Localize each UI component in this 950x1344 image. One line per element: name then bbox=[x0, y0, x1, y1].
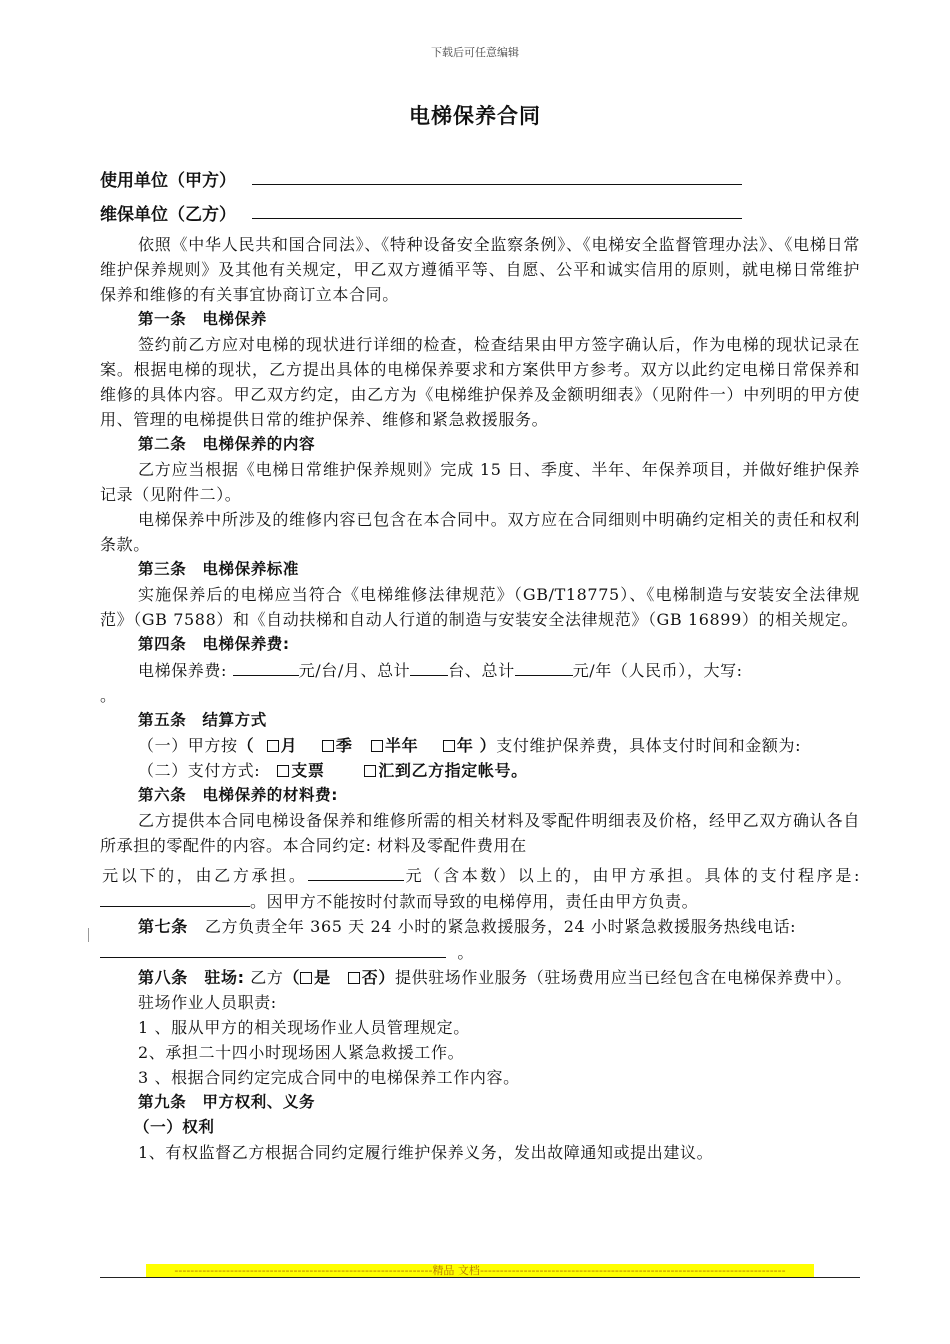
article-1-text: 签约前乙方应对电梯的现状进行详细的检查，检查结果由甲方签字确认后，作为电梯的现状记录在案。根据电梯的现状，乙方提出具体的电梯保养要求和方案供甲方参考。双方以此约定电梯日常保养和维修的具体内容。甲乙双方约定，由乙方为《电梯维护保养及金额明细表》（见附件一）中列明的甲方使用、管理的电梯提供日常的维护保养、维修和紧急救援服务。 bbox=[100, 335, 860, 429]
pay-transfer-option[interactable]: 汇到乙方指定帐号。 bbox=[364, 761, 527, 780]
contract-body bbox=[100, 232, 860, 1165]
article-5-line-1: （一）甲方按（ 月 季 半年 年 ）支付维护保养费，具体支付时间和金额为: bbox=[138, 736, 802, 755]
footer-label: 精品 文档 bbox=[432, 1264, 480, 1277]
party-a-row bbox=[100, 166, 236, 191]
article-8-duty-3: 3 、根据合同约定完成合同中的电梯保养工作内容。 bbox=[138, 1068, 520, 1087]
article-6-text-2: 元以下的，由乙方承担。 元（含本数）以上的，由甲方承担。具体的支付程序是:。因甲方不能按时付款而导致的电梯停用，责任由甲方负责。 bbox=[100, 862, 860, 914]
intro-paragraph: 依照《中华人民共和国合同法》、《特种设备安全监察条例》、《电梯安全监督管理办法》、《电梯日常维护保养规则》及其他有关规定，甲乙双方遵循平等、自愿、公平和诚实信用的原则，就电梯日常维护保养和维修的有关事宜协商订立本合同。 bbox=[100, 235, 860, 304]
article-8-duty-1: 1 、服从甲方的相关现场作业人员管理规定。 bbox=[138, 1018, 470, 1037]
article-5-line-2: （二）支付方式: 支票 汇到乙方指定帐号。 bbox=[138, 761, 528, 780]
article-2-text-2: 电梯保养中所涉及的维修内容已包含在本合同中。双方应在合同细则中明确约定相关的责任和权利条款。 bbox=[100, 510, 860, 554]
margin-mark bbox=[88, 928, 89, 942]
monthly-fee-blank bbox=[233, 657, 299, 676]
page-header-note: 下载后可任意编辑 bbox=[431, 46, 519, 59]
article-3-title: 第三条 电梯保养标准 bbox=[138, 560, 300, 578]
article-5-title: 第五条 结算方式 bbox=[138, 711, 267, 729]
checkbox-onsite-yes[interactable] bbox=[300, 972, 312, 984]
onsite-no-option[interactable]: 否 bbox=[348, 968, 379, 987]
article-4-title: 第四条 电梯保养费: bbox=[138, 635, 290, 653]
pay-cheque-option[interactable]: 支票 bbox=[277, 761, 324, 780]
period-month-option[interactable]: 月 bbox=[260, 736, 297, 755]
threshold-amount-blank bbox=[308, 862, 404, 881]
checkbox-quarter[interactable] bbox=[322, 740, 334, 752]
article-7-line: 第七条 乙方负责全年 365 天 24 小时的紧急救援服务，24 小时紧急救援服务热线电话: bbox=[138, 917, 797, 936]
annual-fee-blank bbox=[515, 657, 573, 676]
checkbox-year[interactable] bbox=[443, 740, 455, 752]
checkbox-onsite-no[interactable] bbox=[348, 972, 360, 984]
period-half-year-option[interactable]: 半年 bbox=[352, 736, 418, 755]
checkbox-month[interactable] bbox=[267, 740, 279, 752]
article-7-hotline: 。 bbox=[100, 939, 860, 965]
hotline-blank bbox=[100, 939, 446, 958]
footer-rule bbox=[100, 1277, 860, 1278]
document-title: 电梯保养合同 bbox=[409, 104, 541, 128]
footer-banner: -----------------------------------------------------------------精品 文档----------------------------------------------------------------------------- bbox=[146, 1264, 814, 1278]
party-a-label: 使用单位（甲方） bbox=[100, 171, 236, 191]
period-year-option[interactable]: 年 bbox=[418, 736, 473, 755]
unit-count-blank bbox=[410, 657, 448, 676]
article-9-title: 第九条 甲方权利、义务 bbox=[138, 1093, 316, 1111]
article-3-text: 实施保养后的电梯应当符合《电梯维修法律规范》（GB/T18775）、《电梯制造与安装安全法律规范》（GB 7588）和《自动扶梯和自动人行道的制造与安装安全法律规范》（GB 16899）的相关规定。 bbox=[100, 585, 860, 629]
article-8-duties-heading: 驻场作业人员职责: bbox=[138, 993, 277, 1012]
party-b-row bbox=[100, 200, 236, 225]
payment-procedure-blank bbox=[100, 888, 250, 907]
checkbox-transfer[interactable] bbox=[364, 765, 376, 777]
article-9-rights-heading: （一）权利 bbox=[134, 1118, 215, 1136]
party-b-blank bbox=[252, 218, 742, 219]
checkbox-cheque[interactable] bbox=[277, 765, 289, 777]
party-b-label: 维保单位（乙方） bbox=[100, 205, 236, 225]
party-a-blank bbox=[252, 184, 742, 185]
article-9-right-1: 1、有权监督乙方根据合同约定履行维护保养义务，发出故障通知或提出建议。 bbox=[138, 1143, 714, 1162]
article-4-fee-line: 电梯保养费: 元/台/月、总计 台、总计 元/年（人民币），大写: bbox=[100, 657, 860, 683]
article-8-duty-2: 2、承担二十四小时现场困人紧急救援工作。 bbox=[138, 1043, 465, 1062]
checkbox-half-year[interactable] bbox=[371, 740, 383, 752]
article-1-title: 第一条 电梯保养 bbox=[138, 310, 267, 328]
article-2-title: 第二条 电梯保养的内容 bbox=[138, 435, 316, 453]
article-2-text-1: 乙方应当根据《电梯日常维护保养规则》完成 15 日、季度、半年、年保养项目，并做好维护保养记录（见附件二）。 bbox=[100, 460, 860, 504]
article-6-title: 第六条 电梯保养的材料费: bbox=[138, 786, 338, 804]
period-quarter-option[interactable]: 季 bbox=[297, 736, 352, 755]
onsite-yes-option[interactable]: 是 bbox=[300, 968, 331, 987]
article-8-line: 第八条 驻场: 乙方（ 是 否）提供驻场作业服务（驻场费用应当已经包含在电梯保养费中）。 bbox=[138, 968, 852, 987]
article-4-end: 。 bbox=[100, 686, 117, 705]
article-6-text-1: 乙方提供本合同电梯设备保养和维修所需的相关材料及零配件明细表及价格，经甲乙双方确认各自所承担的零配件的内容。本合同约定: 材料及零配件费用在 bbox=[100, 811, 860, 855]
